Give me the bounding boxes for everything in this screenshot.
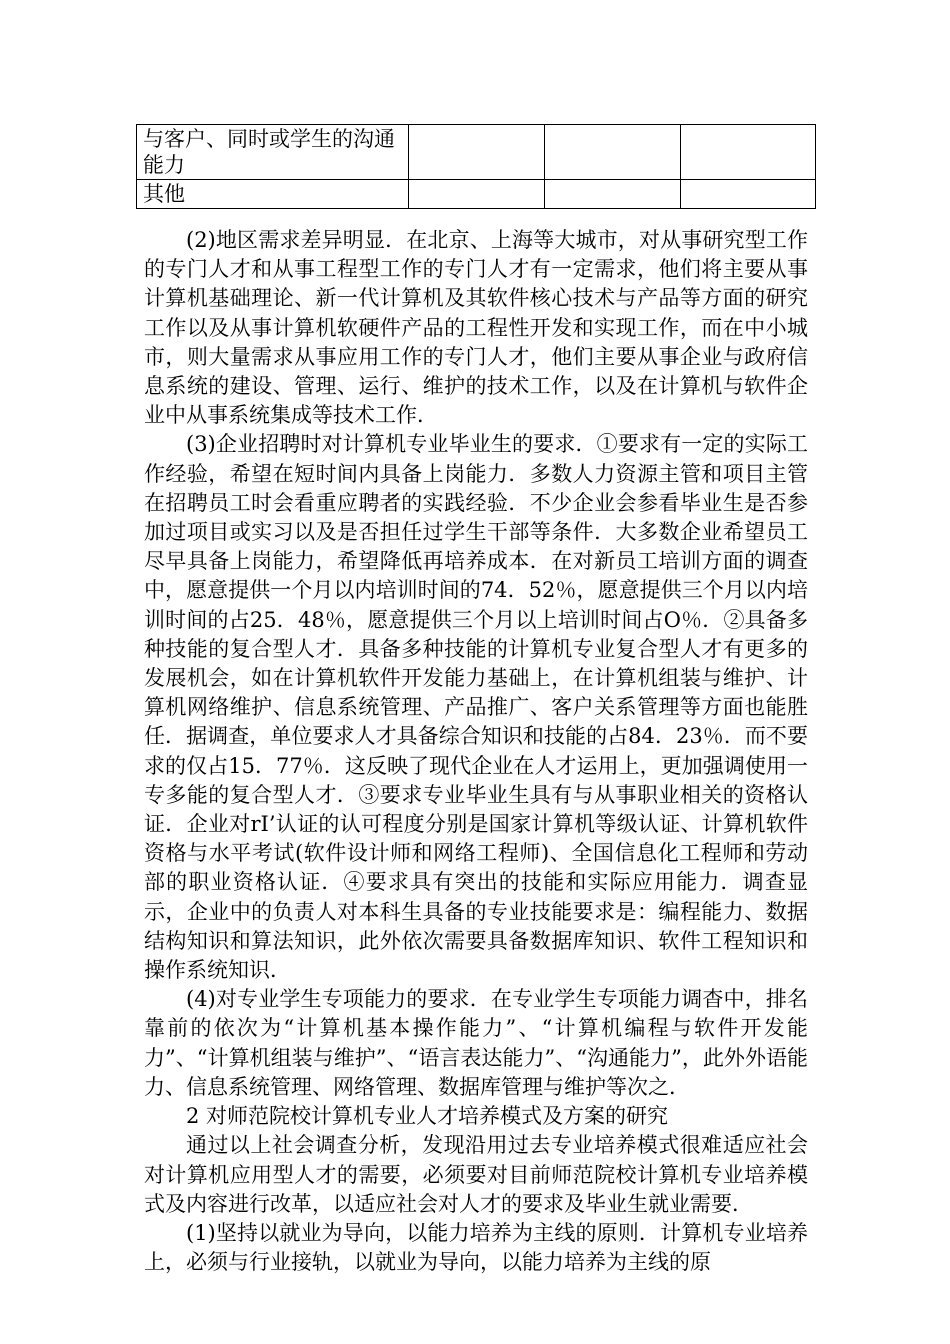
table-cell: [681, 125, 816, 180]
table-cell: [681, 180, 816, 209]
section-heading: 2 对师范院校计算机专业人才培养模式及方案的研究: [186, 1104, 669, 1129]
paragraph-regional-demand: (2)地区需求差异明显．在北京、上海等大城市，对从事研究型工作的专门人才和从事工程型工作的专门人才有一定需求，他们将主要从事计算机基础理论、新一代计算机及其软件核心技术与产品等方面的研究工作以及从事计算机软硬件产品的工程性开发和实现工作，而在中小城市，则大量需求从事应用工作的专门人才，他们主要从事企业与政府信息系统的建设、管理、运行、维护的技术工作，以及在计算机与软件企业中从事系统集成等技术工作．: [144, 228, 808, 428]
table-cell: 与客户、同时或学生的沟通能力: [137, 125, 409, 180]
survey-table: [136, 124, 816, 209]
paragraph-employment-orientation: (1)坚持以就业为导向，以能力培养为主线的原则．计算机专业培养上，必须与行业接轨，以就业为导向，以能力培养为主线的原: [144, 1220, 808, 1275]
table-row: [137, 180, 816, 209]
table-cell: [545, 125, 681, 180]
table-cell: [409, 180, 545, 209]
table-row: [137, 125, 816, 180]
body-text: [144, 226, 808, 1277]
paragraph-reform-need: 通过以上社会调查分析，发现沿用过去专业培养模式很难适应社会对计算机应用型人才的需要，必须要对目前师范院校计算机专业培养模式及内容进行改革，以适应社会对人才的要求及毕业生就业需要．: [144, 1133, 808, 1216]
paragraph-hiring-requirements: (3)企业招聘时对计算机专业毕业生的要求．①要求有一定的实际工作经验，希望在短时间内具备上岗能力．多数人力资源主管和项目主管在招聘员工时会看重应聘者的实践经验．不少企业会参看毕业生是否参加过项目或实习以及是否担任过学生干部等条件．大多数企业希望员工尽早具备上岗能力，希望降低再培养成本．在对新员工培训方面的调查中，愿意提供一个月以内培训时间的74．52％，愿意提供三个月以内培训时间的占25．48％，愿意提供三个月以上培训时间占O％．②具备多种技能的复合型人才．具备多种技能的计算机专业复合型人才有更多的发展机会，如在计算机软件开发能力基础上，在计算机组装与维护、计算机网络维护、信息系统管理、产品推广、客户关系管理等方面也能胜任．据调查，单位要求人才具备综合知识和技能的占84．23％．而不要求的仅占15．77％．这反映了现代企业在人才运用上，更加强调使用一专多能的复合型人才．③要求专业毕业生具有与从事职业相关的资格认证．企业对rI’认证的认可程度分别是国家计算机等级认证、计算机软件资格与水平考试(软件设计师和网络工程师)、全国信息化工程师和劳动部的职业资格认证．④要求具有突出的技能和实际应用能力．调查显示，企业中的负责人对本科生具备的专业技能要求是：编程能力、数据结构知识和算法知识，此外依次需要具备数据库知识、软件工程知识和操作系统知识．: [144, 432, 808, 983]
table-cell: [545, 180, 681, 209]
table-cell: 其他: [137, 180, 409, 209]
table-cell: [409, 125, 545, 180]
paragraph-special-abilities: (4)对专业学生专项能力的要求．在专业学生专项能力调杳中，排名靠前的依次为“计算机基本操作能力”、“计算机编程与软件开发能力”、“计算机组装与维护”、“语言表达能力”、“沟通能力”，此外外语能力、信息系统管理、网络管理、数据库管理与维护等次之．: [144, 987, 808, 1099]
